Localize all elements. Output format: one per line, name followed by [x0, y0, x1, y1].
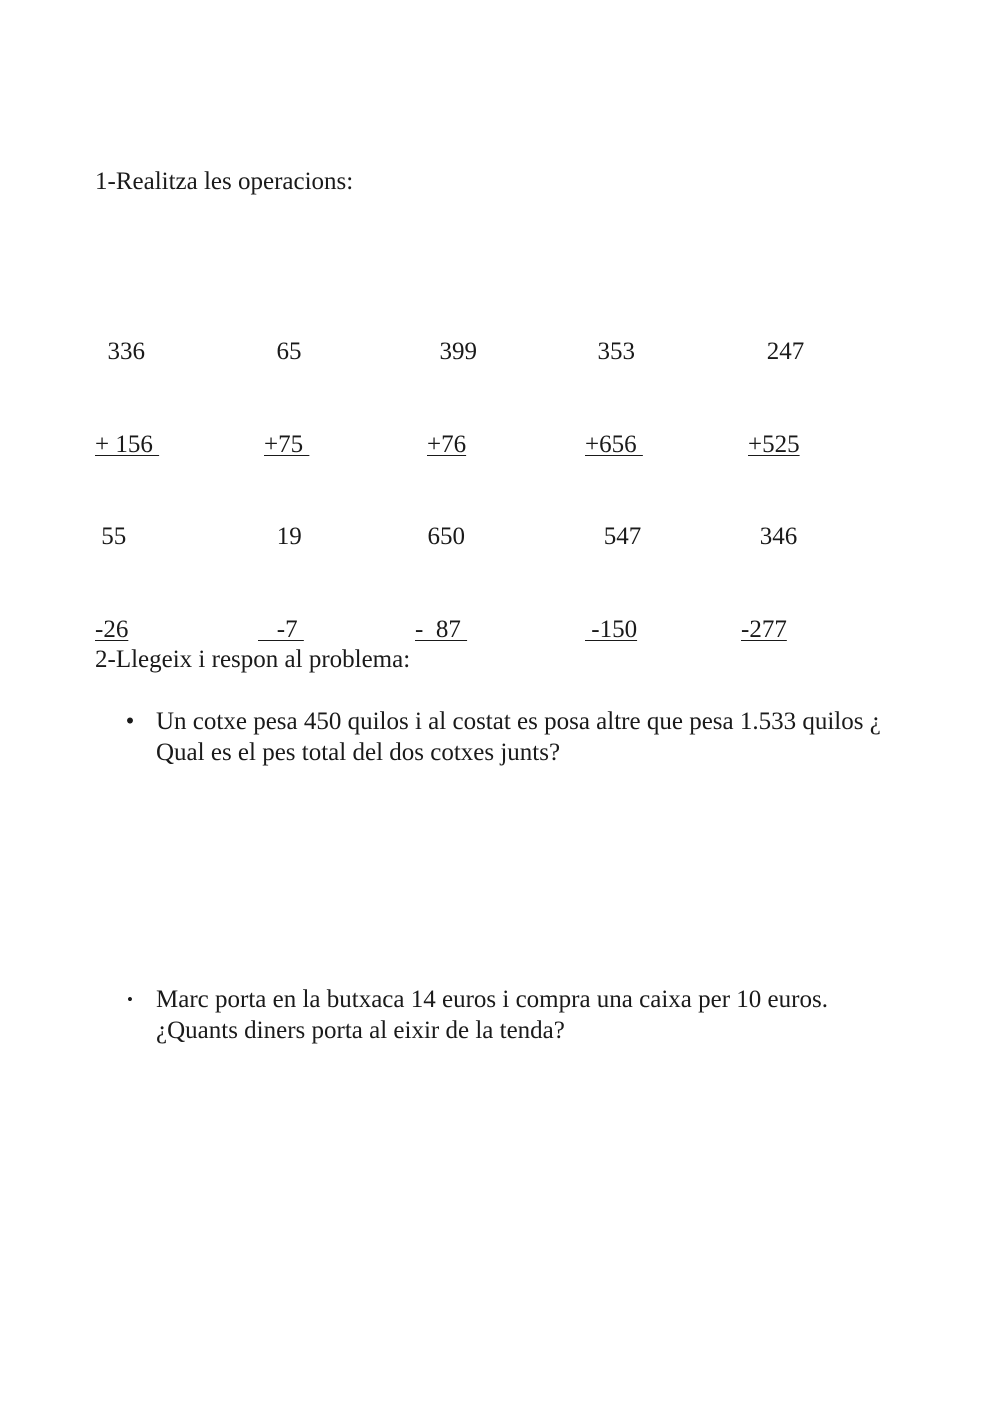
section2-heading: 2-Llegeix i respon al problema:	[95, 646, 411, 673]
subtraction-3	[415, 459, 467, 676]
bullet-icon: •	[127, 990, 133, 1009]
subtraction-5	[741, 459, 797, 676]
operand-bottom: +525	[748, 431, 800, 458]
operand-bottom: -26	[95, 616, 129, 643]
problem-text: Marc porta en la butxaca 14 euros i compra una caixa per 10 euros. ¿Quants diners porta al eixir de la tenda?	[156, 986, 828, 1044]
bullet-icon: •	[125, 708, 135, 735]
operand-top: 650	[415, 523, 465, 550]
operand-top: 336	[95, 338, 145, 365]
operand-top: 65	[264, 338, 302, 365]
operand-top: 547	[585, 523, 642, 550]
operand-bottom: -150	[585, 616, 638, 643]
problem-text: Un cotxe pesa 450 quilos i al costat es posa altre que pesa 1.533 quilos ¿ Qual es el pes total del dos cotxes junts?	[156, 708, 881, 766]
operand-bottom: +75	[264, 431, 310, 458]
operand-bottom: +656	[585, 431, 643, 458]
operand-top: 399	[427, 338, 477, 365]
subtraction-4	[585, 459, 641, 676]
operand-top: 346	[741, 523, 798, 550]
operand-bottom: -7	[258, 616, 304, 643]
operand-top: 247	[748, 338, 805, 365]
operand-bottom: +76	[427, 431, 467, 458]
operand-top: 55	[95, 523, 127, 550]
operand-bottom: + 156	[95, 431, 160, 458]
operand-bottom: - 87	[415, 616, 468, 643]
section1-heading: 1-Realitza les operacions:	[95, 168, 354, 195]
operand-top: 353	[585, 338, 635, 365]
operand-top: 19	[258, 523, 302, 550]
operand-bottom: -277	[741, 616, 787, 643]
